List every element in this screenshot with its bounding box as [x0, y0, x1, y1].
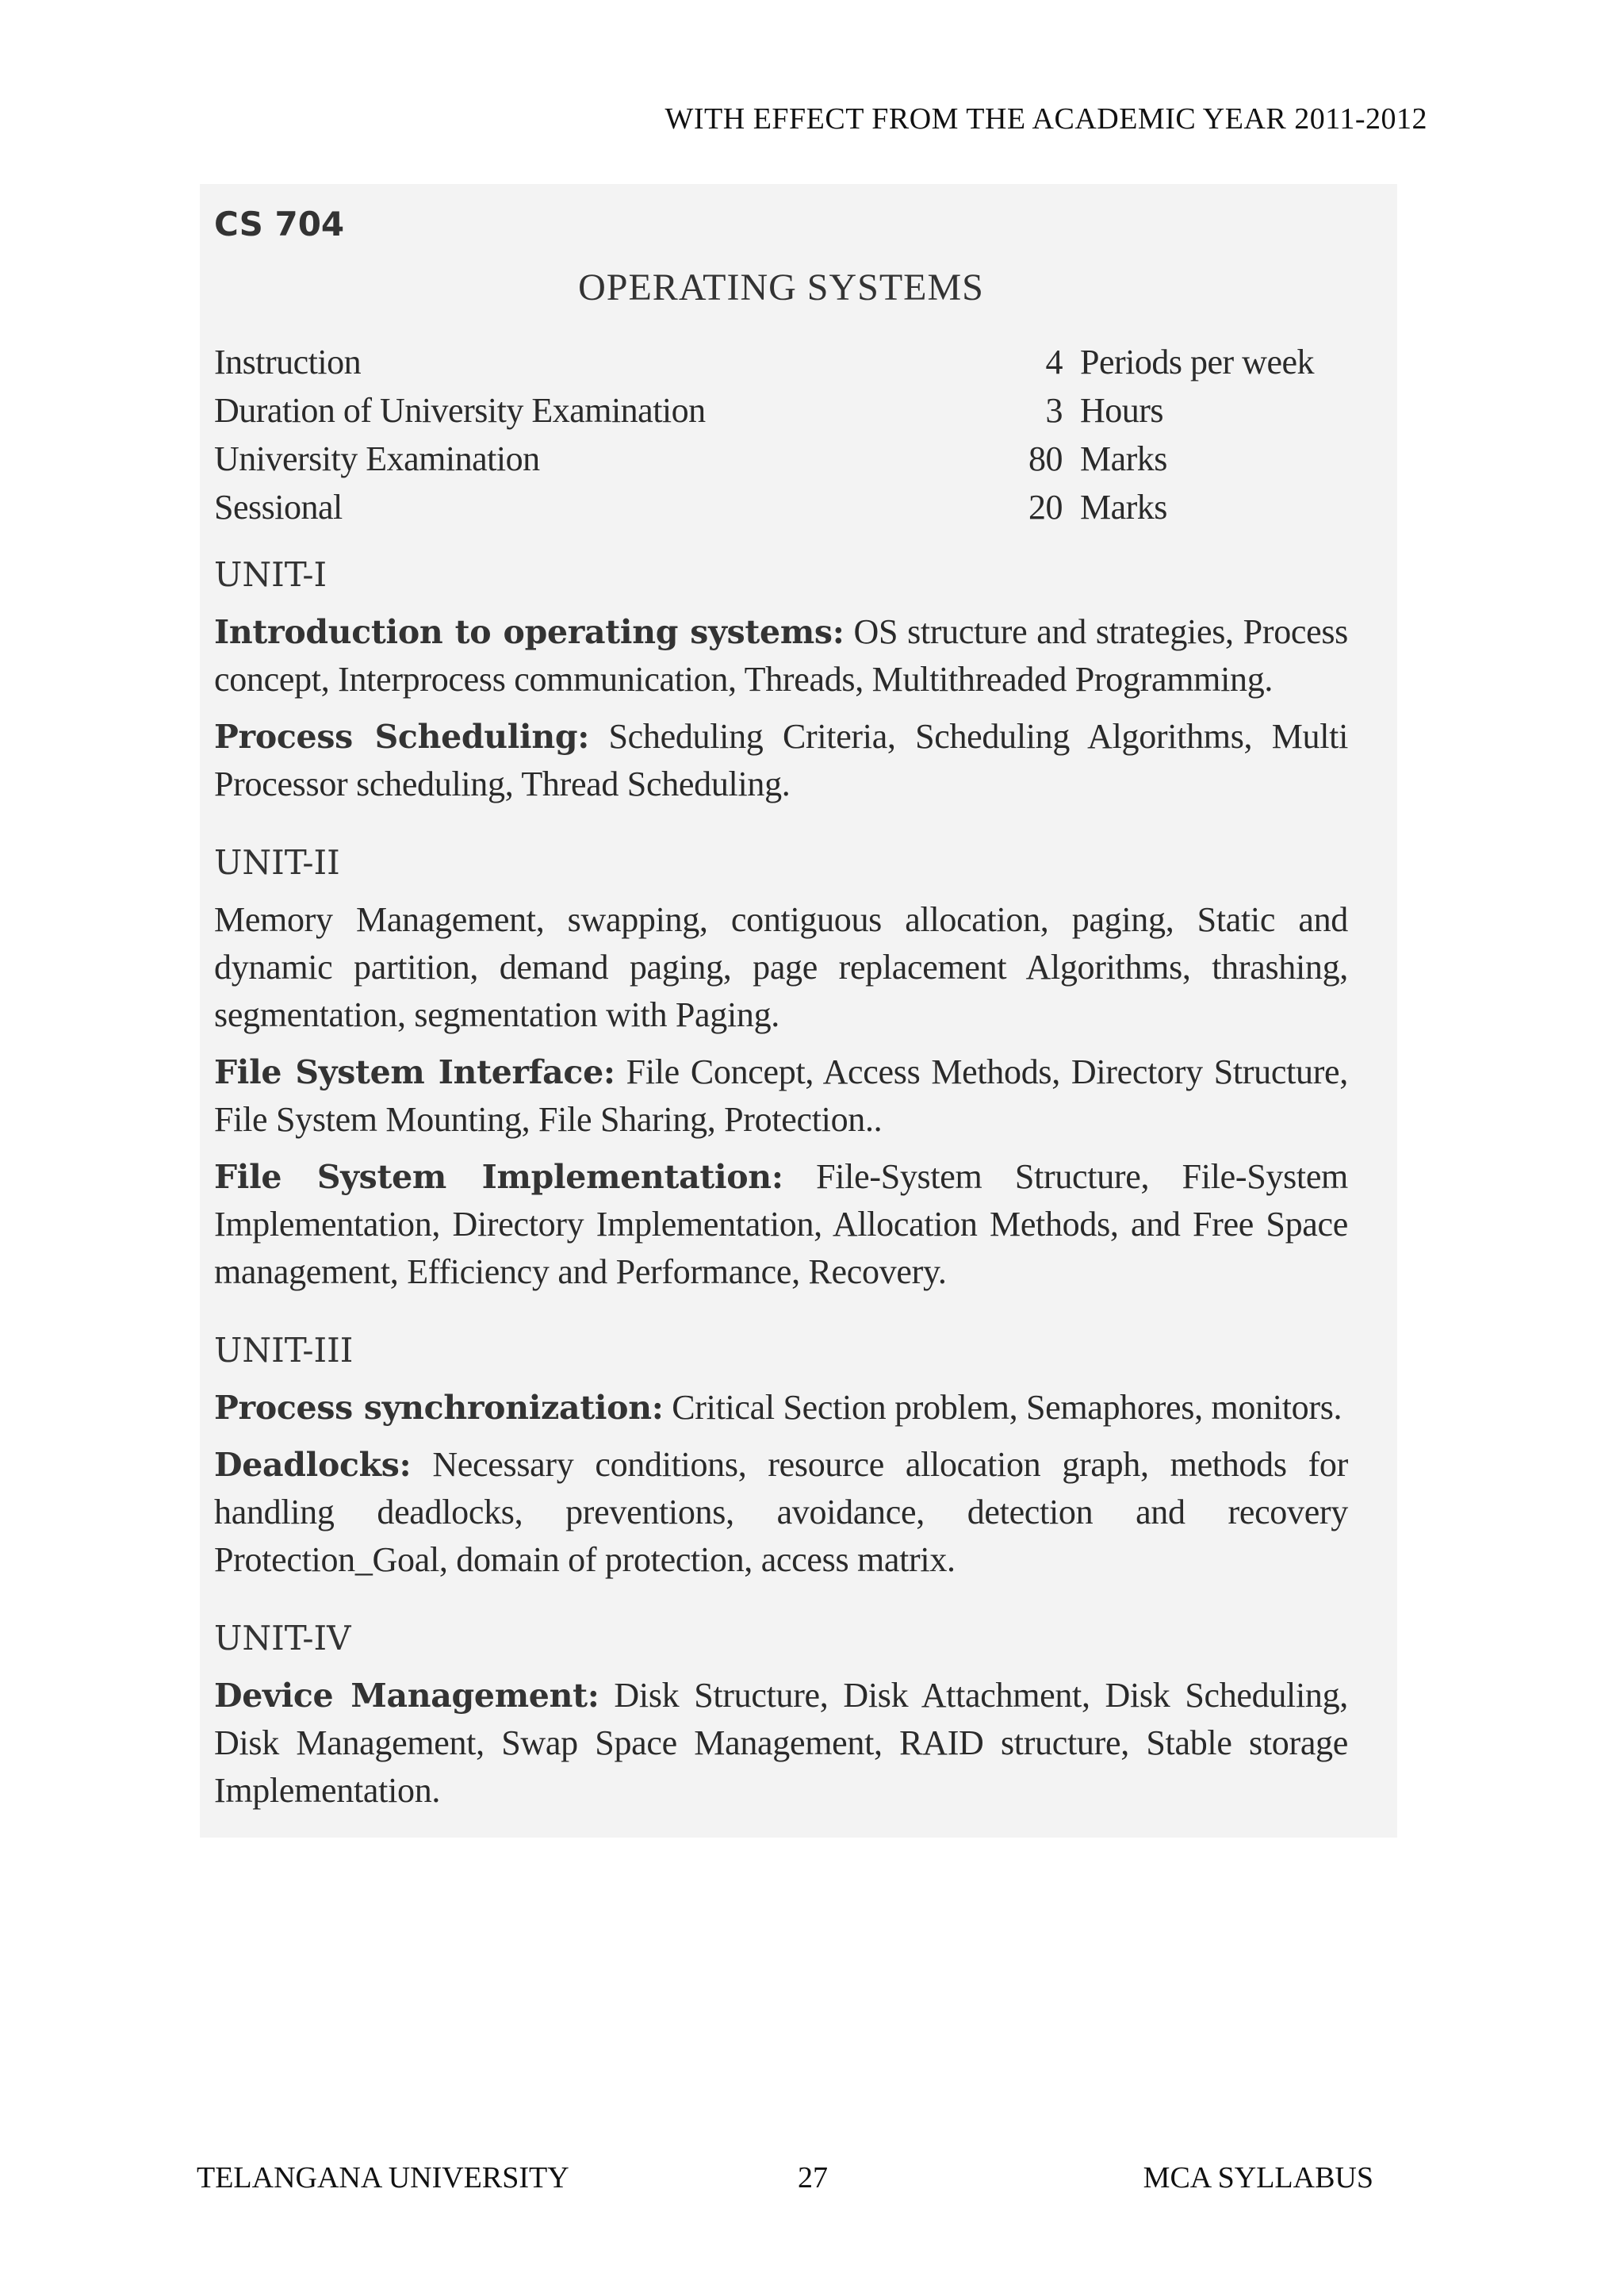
info-value	[1007, 386, 1348, 435]
info-label: University Examination	[214, 439, 540, 478]
topic-text: File Concept, Access Methods, Directory Structure, File System Mounting, File Sharing, Protection..	[214, 1052, 1348, 1139]
course-code: CS 704	[214, 205, 345, 243]
info-unit: Periods per week	[1080, 343, 1315, 381]
info-label: Sessional	[214, 488, 343, 527]
unit-paragraph	[214, 1672, 1348, 1815]
info-row	[214, 435, 1348, 483]
topic-heading: Introduction to operating systems:	[214, 613, 845, 651]
course-title: OPERATING SYSTEMS	[578, 266, 984, 309]
page-header: WITH EFFECT FROM THE ACADEMIC YEAR 2011-2012	[665, 102, 1427, 136]
topic-text: Memory Management, swapping, contiguous allocation, paging, Static and dynamic partition, demand paging, page replacement Algorithms, thrashing, segmentation, segmentation with Paging.	[214, 900, 1348, 1034]
topic-heading: Process Scheduling:	[214, 718, 590, 756]
info-row	[214, 386, 1348, 435]
info-number: 4	[1045, 343, 1063, 381]
info-unit: Hours	[1080, 391, 1164, 430]
course-info-table	[214, 338, 1348, 531]
info-number: 80	[1028, 439, 1063, 478]
topic-text: File-System Structure, File-System Implementation, Directory Implementation, Allocation Methods, and Free Space management, Efficiency and Performance, Recovery.	[214, 1157, 1348, 1291]
unit-paragraph	[214, 1384, 1348, 1432]
info-number: 3	[1045, 391, 1063, 430]
info-value	[1007, 435, 1348, 483]
unit-paragraph	[214, 713, 1348, 808]
info-value	[1007, 338, 1348, 386]
topic-heading: File System Implementation:	[214, 1158, 783, 1196]
unit-heading: UNIT-IV	[214, 1619, 351, 1658]
unit-paragraph	[214, 1048, 1348, 1144]
topic-text: Disk Structure, Disk Attachment, Disk Scheduling, Disk Management, Swap Space Management, RAID structure, Stable storage Implementation.	[214, 1676, 1348, 1810]
unit-paragraph	[214, 1153, 1348, 1296]
info-label: Duration of University Examination	[214, 391, 706, 430]
topic-heading: Deadlocks:	[214, 1446, 412, 1484]
footer-page-number: 27	[798, 2161, 828, 2194]
unit-heading: UNIT-II	[214, 843, 340, 882]
footer-syllabus: MCA SYLLABUS	[1143, 2161, 1373, 2194]
info-row	[214, 338, 1348, 386]
info-label: Instruction	[214, 343, 362, 381]
info-number: 20	[1028, 488, 1063, 527]
topic-text: OS structure and strategies, Process concept, Interprocess communication, Threads, Multithreaded Programming.	[214, 612, 1349, 699]
unit-heading: UNIT-III	[214, 1331, 354, 1370]
info-unit: Marks	[1080, 439, 1167, 478]
topic-heading: Process synchronization:	[214, 1389, 664, 1427]
footer-university: TELANGANA UNIVERSITY	[197, 2161, 569, 2194]
topic-text: Necessary conditions, resource allocation graph, methods for handling deadlocks, preventions, avoidance, detection and recovery Protection_Goal, domain of protection, access matrix.	[214, 1445, 1348, 1579]
info-value	[1007, 483, 1348, 531]
topic-text: Critical Section problem, Semaphores, monitors.	[663, 1388, 1342, 1427]
unit-paragraph	[214, 896, 1348, 1039]
unit-paragraph	[214, 608, 1348, 703]
topic-heading: File System Interface:	[214, 1053, 615, 1091]
syllabus-content	[214, 197, 1348, 1824]
unit-heading: UNIT-I	[214, 555, 327, 594]
topic-text: Scheduling Criteria, Scheduling Algorithms, Multi Processor scheduling, Thread Scheduling.	[214, 717, 1348, 803]
info-unit: Marks	[1080, 488, 1167, 527]
info-row	[214, 483, 1348, 531]
topic-heading: Device Management:	[214, 1677, 599, 1715]
unit-paragraph	[214, 1441, 1348, 1584]
